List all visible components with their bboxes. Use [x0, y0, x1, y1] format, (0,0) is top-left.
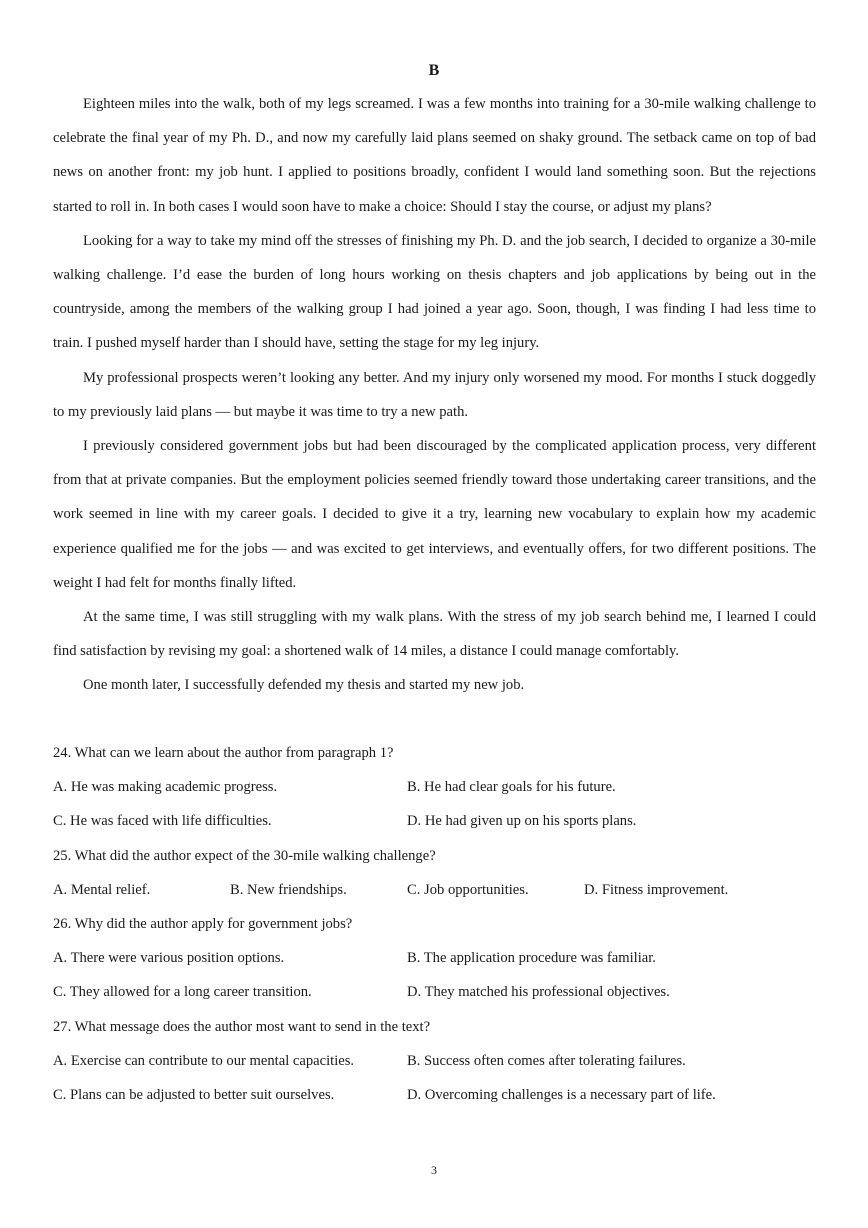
option-b: B. New friendships.	[230, 881, 347, 898]
option-d: D. Fitness improvement.	[584, 881, 729, 898]
question-24	[53, 736, 816, 839]
passage-paragraph-2: Looking for a way to take my mind off the stresses of finishing my Ph. D. and the job search, I decided to organize a 30-mile walking challenge. I’d ease the burden of long hours working on thesis chapters and job applications by being out in the countryside, among the members of the walking group I had joined a year ago. Soon, though, I was finding I had less time to train. I pushed myself harder than I should have, setting the stage for my leg injury.	[53, 232, 816, 352]
passage-paragraph-3: My professional prospects weren’t looking any better. And my injury only worsened my mood. For months I stuck doggedly to my previously laid plans — but maybe it was time to try a new path.	[53, 369, 816, 420]
option-b: B. Success often comes after tolerating failures.	[407, 1052, 686, 1069]
question-stem: 25. What did the author expect of the 30-mile walking challenge?	[53, 847, 436, 864]
passage-paragraph-1: Eighteen miles into the walk, both of my legs screamed. I was a few months into training for a 30-mile walking challenge to celebrate the final year of my Ph. D., and now my carefully laid plans seemed on shaky ground. The setback came on top of bad news on another front: my job hunt. I applied to positions broadly, confident I would land something soon. But the rejections started to roll in. In both cases I would soon have to make a choice: Should I stay the course, or adjust my plans?	[53, 96, 816, 215]
question-stem: 26. Why did the author apply for government jobs?	[53, 916, 353, 933]
option-row	[53, 1044, 816, 1078]
question-list	[53, 736, 816, 1112]
option-row	[53, 1078, 816, 1112]
option-a: A. There were various position options.	[53, 950, 285, 967]
section-title: B	[428, 62, 440, 79]
option-a: A. Mental relief.	[53, 881, 151, 898]
option-d: D. Overcoming challenges is a necessary part of life.	[407, 1087, 716, 1104]
option-row	[53, 941, 816, 975]
question-stem: 27. What message does the author most want to send in the text?	[53, 1018, 431, 1035]
page-number: 3	[431, 1163, 437, 1177]
passage-paragraph-5: At the same time, I was still struggling with my walk plans. With the stress of my job search behind me, I learned I could find satisfaction by revising my goal: a shortened walk of 14 miles, a distance I could manage comfortably.	[53, 609, 816, 660]
option-a: A. He was making academic progress.	[53, 779, 278, 796]
option-c: C. He was faced with life difficulties.	[53, 813, 272, 830]
question-stem: 24. What can we learn about the author from paragraph 1?	[53, 745, 394, 761]
option-a: A. Exercise can contribute to our mental capacities.	[53, 1052, 355, 1069]
option-c: C. Plans can be adjusted to better suit ourselves.	[53, 1087, 335, 1104]
option-b: B. The application procedure was familiar.	[407, 950, 656, 967]
question-27	[53, 1010, 816, 1113]
option-b: B. He had clear goals for his future.	[407, 779, 616, 796]
option-row	[53, 975, 816, 1009]
option-row	[53, 770, 816, 804]
question-26	[53, 907, 816, 1010]
question-25	[53, 839, 816, 907]
option-d: D. They matched his professional objectives.	[407, 984, 670, 1001]
option-row	[53, 804, 816, 838]
passage-paragraph-6: One month later, I successfully defended my thesis and started my new job.	[83, 677, 525, 694]
passage-paragraph-4: I previously considered government jobs but had been discouraged by the complicated application process, very different from that at private companies. But the employment policies seemed friendly toward those undertaking career transitions, and the work seemed in line with my career goals. I decided to give it a try, learning new vocabulary to explain how my academic experience qualified me for the jobs — and was excited to get interviews, and eventually offers, for two different positions. The weight I had felt for months finally lifted.	[53, 438, 816, 591]
option-c: C. Job opportunities.	[407, 881, 529, 898]
reading-passage	[53, 87, 816, 703]
option-row	[53, 873, 816, 907]
option-c: C. They allowed for a long career transition.	[53, 984, 312, 1001]
option-d: D. He had given up on his sports plans.	[407, 813, 637, 830]
